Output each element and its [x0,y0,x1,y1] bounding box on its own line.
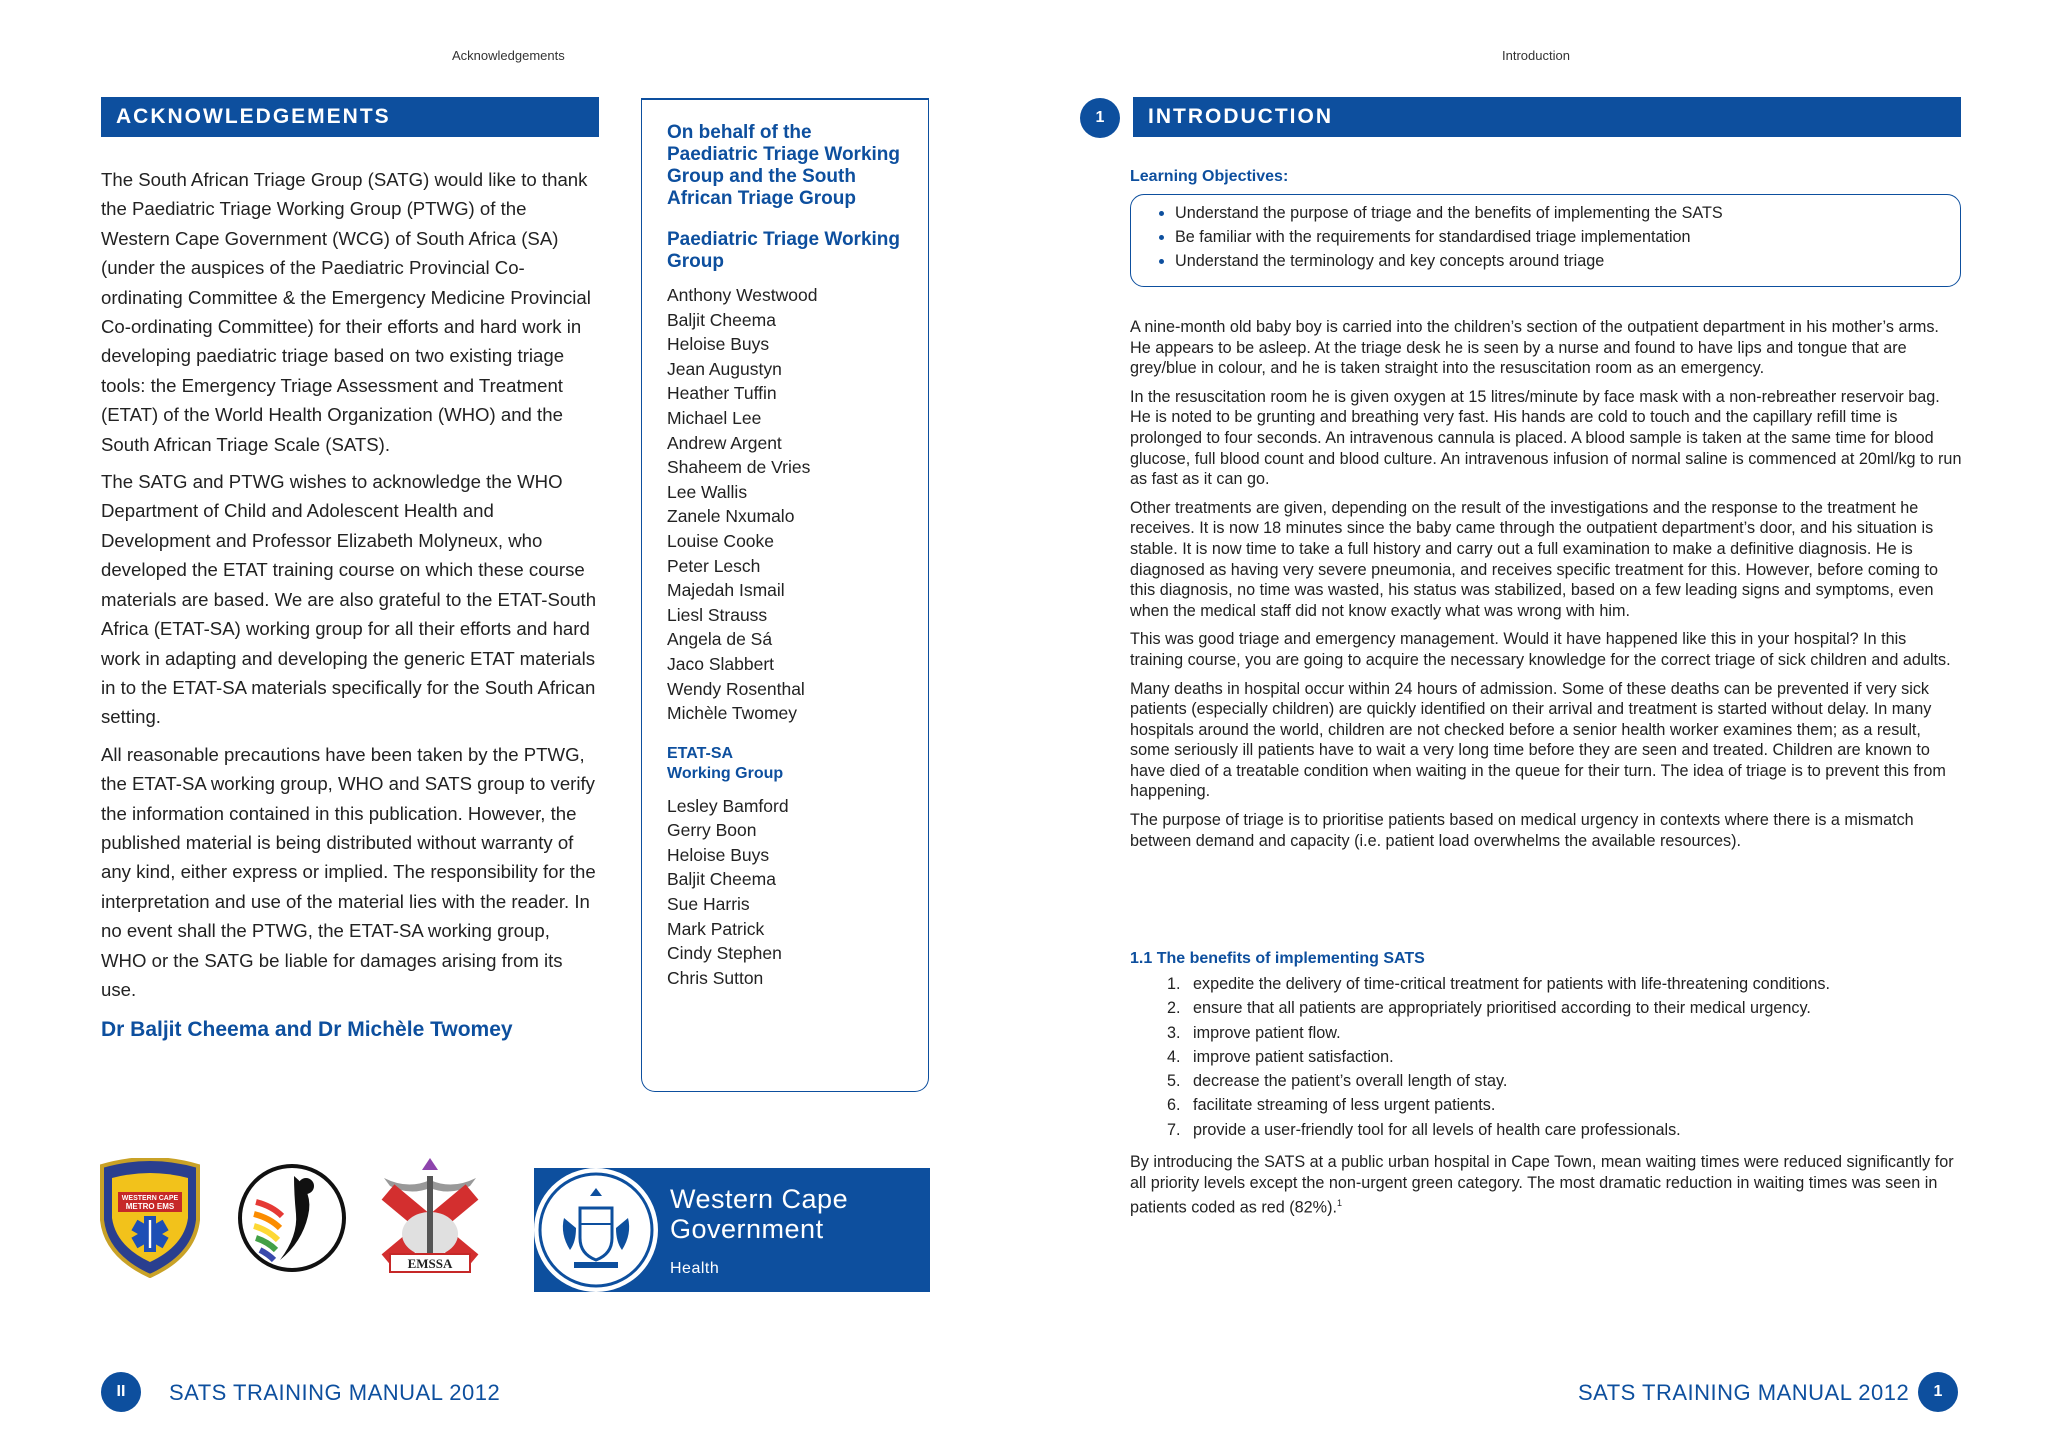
member-name: Peter Lesch [667,555,761,576]
benefit-item: 3. improve patient flow. [1185,1021,2017,1045]
member-name: Liesl Strauss [667,604,768,625]
benefit-item: 4. improve patient satisfaction. [1185,1045,2017,1069]
member-name: Heloise Buys [667,334,770,355]
member-name: Sue Harris [667,894,750,915]
benefit-item: 6. facilitate streaming of less urgent patients. [1185,1093,2017,1117]
member-name: Lesley Bamford [667,795,789,816]
wcg-line2: Government [670,1214,824,1244]
ack-paragraph-2: The SATG and PTWG wishes to acknowledge the WHO Department of Child and Adolescent Health and Development and Professor Elizabeth Molyneux, who developed the ETAT training course on which these course materials are based. We are also grateful to the ETAT-South Africa (ETAT-SA) working group for all their efforts and hard work in adapting and developing the generic ETAT materials in to the ETAT-SA materials specifically for the South African setting. [101,471,597,728]
wcg-logo [534,1168,930,1292]
member-name: Jaco Slabbert [667,653,775,674]
right-page-number: 1 [1918,1372,1958,1412]
benefit-item: 5. decrease the patient’s overall length of stay. [1185,1069,2017,1093]
benefits-list [1130,972,2017,1142]
group1-members [667,283,907,726]
objective-item: Be familiar with the requirements for standardised triage implementation [1175,228,1691,246]
ack-paragraph-1: The South African Triage Group (SATG) would like to thank the Paediatric Triage Working Group (PTWG) of the Western Cape Government (WCG) of South Africa (SA) (under the auspices of the Paediatric Provincial Co-ordinating Committee & the Emergency Medicine Provincial Co-ordinating Committee) for their efforts and hard work in developing paediatric triage based on two existing triage tools: the Emergency Triage Assessment and Treatment (ETAT) of the World Health Organization (WHO) and the South African Triage Scale (SATS). [101,169,591,455]
member-name: Heloise Buys [667,844,770,865]
wcg-line3: Health [670,1260,720,1277]
left-page-number: II [101,1372,141,1412]
emssa-logo [378,1156,482,1276]
ack-paragraph-3: All reasonable precautions have been taken by the PTWG, the ETAT-SA working group, WHO and SATS group to verify the information contained in this publication. However, the published material is being distributed without warranty of any kind, either express or implied. The responsibility for the interpretation and use of the material lies with the reader. In no event shall the PTWG, the ETAT-SA working group, WHO or the SATG be liable for damages arising from its use. [101,743,596,1000]
footnote-marker: 1 [1336,1198,1342,1209]
member-name: Baljit Cheema [667,869,776,890]
group2-title-line2: Working Group [667,764,784,782]
intro-paragraph-4: This was good triage and emergency management. Would it have happened like this in your hospital? In this training course, you are going to acquire the necessary knowledge for the correct triage of sick children and adults. [1130,630,1951,669]
metro-ems-logo [98,1158,202,1278]
member-name: Lee Wallis [667,481,748,502]
member-name: Shaheem de Vries [667,457,811,478]
closing-paragraph: By introducing the SATS at a public urban hospital in Cape Town, mean waiting times were reduced significantly for all priority levels except the non-urgent green category. The most dramatic reduction in waiting times was seen in patients coded as red (82%). [1130,1153,1954,1217]
group2-title-line1: ETAT-SA [667,744,734,762]
member-name: Heather Tuffin [667,383,777,404]
benefit-item: 2. ensure that all patients are appropriately prioritised according to their medical urgency. [1185,996,2017,1020]
intro-paragraph-3: Other treatments are given, depending on the result of the investigations and the response to the treatment he receives. It is now 18 minutes since the baby came through the outpatient department’s door, and his situation is stable. It is now time to take a full history and carry out a full examination to make a definitive diagnosis. He is diagnosed as having very severe pneumonia, and receives specific treatment for this. However, before coming to this diagnosis, no time was wasted, his status was stabilized, based on a few leading signs and symptoms, even when the medical staff did not know exactly what was wrong with him. [1130,498,1939,620]
left-running-header: Acknowledgements [452,48,565,63]
intro-paragraph-1: A nine-month old baby boy is carried into the children’s section of the outpatient department in his mother’s arms. He appears to be asleep. At the triage desk he is seen by a nurse and found to have lips and tongue that are grey/blue in colour, and he is taken straight into the resuscitation room as an emergency. [1130,318,1939,378]
signature: Dr Baljit Cheema and Dr Michèle Twomey [101,1018,513,1042]
etat-logo [236,1162,348,1274]
introduction-body [1130,317,1962,859]
intro-paragraph-6: The purpose of triage is to prioritise patients based on medical urgency in contexts where there is a mismatch between demand and capacity (i.e. patient load overwhelms the available resources). [1130,811,1914,850]
member-name: Louise Cooke [667,530,775,551]
objective-item: Understand the terminology and key concepts around triage [1175,252,1605,270]
metro-ems-text1: WESTERN CAPE [121,1195,179,1202]
right-section-title: INTRODUCTION [1133,97,1961,137]
left-footer-title: SATS TRAINING MANUAL 2012 [169,1380,501,1405]
benefit-item: 1. expedite the delivery of time-critical treatment for patients with life-threatening conditions. [1185,972,2017,996]
acknowledgements-body [101,165,597,1042]
panel-heading: On behalf of the Paediatric Triage Working Group and the South African Triage Group [667,122,901,209]
benefit-item: 7. provide a user-friendly tool for all levels of health care professionals. [1185,1118,2017,1142]
member-name: Cindy Stephen [667,943,782,964]
right-running-header: Introduction [1502,48,1570,63]
wcg-line1: Western Cape [670,1184,849,1214]
member-name: Wendy Rosenthal [667,678,805,699]
member-name: Baljit Cheema [667,309,776,330]
member-name: Zanele Nxumalo [667,506,795,527]
learning-objectives-label: Learning Objectives: [1130,168,1289,185]
member-name: Gerry Boon [667,820,757,841]
metro-ems-text2: METRO EMS [125,1202,175,1211]
subsection-title: 1.1 The benefits of implementing SATS [1130,950,1425,967]
objectives-list [1131,201,1960,273]
member-name: Andrew Argent [667,432,782,453]
member-name: Majedah Ismail [667,580,785,601]
chapter-number: 1 [1080,98,1120,138]
closing-paragraph-wrap [1130,1152,1962,1226]
learning-objectives-box [1130,194,1961,287]
group1-title: Paediatric Triage Working Group [667,229,901,272]
member-name: Angela de Sá [667,629,773,650]
member-name: Mark Patrick [667,918,765,939]
emssa-text: EMSSA [407,1256,453,1271]
intro-paragraph-5: Many deaths in hospital occur within 24 hours of admission. Some of these deaths can be prevented if very sick patients (especially children) are quickly identified on their arrival and treatment is started without delay. In many hospitals around the world, children are not checked before a senior health worker examines them; as a result, some seriously ill patients have to wait a very long time before they are seen and treated. Children are known to have died of a treatable condition when waiting in the queue for their turn. The idea of triage is to prevent this from happening. [1130,679,1946,801]
wcg-crest-circle [534,1168,658,1292]
intro-paragraph-2: In the resuscitation room he is given oxygen at 15 litres/minute by face mask with a non-rebreather reservoir bag. He is noted to be grunting and breathing very fast. His hands are cold to touch and the capillary refill time is prolonged to four seconds. An intravenous cannula is placed. A blood sample is taken at the same time for blood glucose, full blood count and blood culture. An intravenous infusion of normal saline is commenced at 20ml/kg to run as fast as it can go. [1130,387,1962,489]
objective-item: Understand the purpose of triage and the benefits of implementing the SATS [1175,204,1723,222]
member-name: Michael Lee [667,407,762,428]
member-name: Anthony Westwood [667,285,818,305]
member-name: Chris Sutton [667,967,764,988]
right-footer-title: SATS TRAINING MANUAL 2012 [1578,1380,1910,1405]
working-group-panel-content [667,122,907,990]
member-name: Michèle Twomey [667,703,798,724]
group2-members [667,794,907,991]
member-name: Jean Augustyn [667,358,782,379]
left-section-title: ACKNOWLEDGEMENTS [101,97,599,137]
